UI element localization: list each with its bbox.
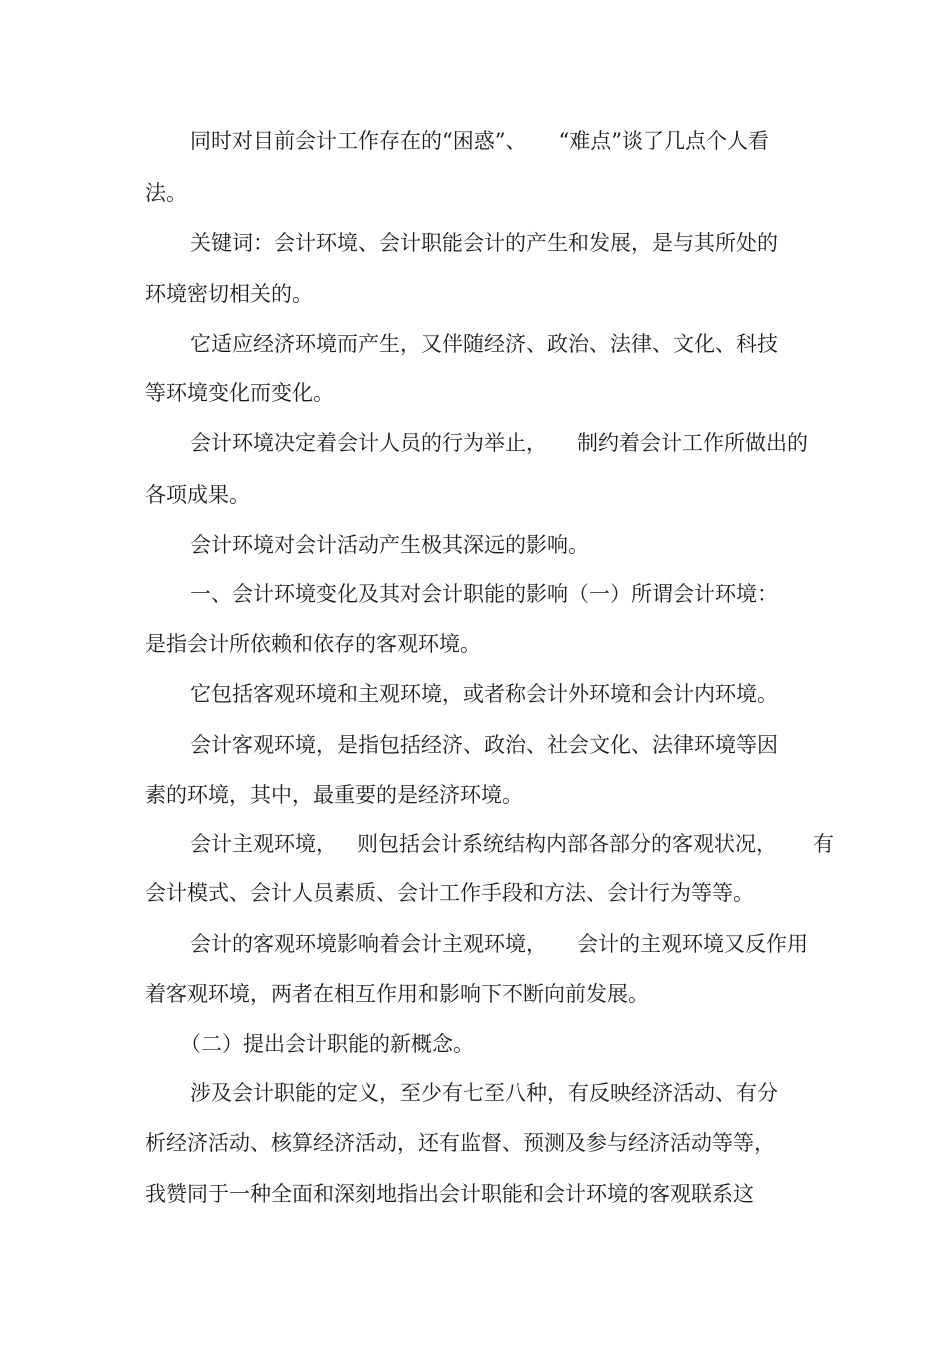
text-segment: 会计的客观环境影响着会计主观环境，	[190, 932, 547, 956]
text-segment: 则包括会计系统结构内部各部分的客观状况，	[357, 832, 777, 856]
text-segment: 涉及会计职能的定义，至少有七至八种，有反映经济活动、有分	[190, 1081, 778, 1105]
text-segment: 析经济活动、核算经济活动，还有监督、预测及参与经济活动等等，	[145, 1131, 775, 1155]
text-segment: 会计环境决定着会计人员的行为举止，	[190, 431, 547, 455]
text-segment: 同时对目前会计工作存在的“困惑”、	[190, 129, 527, 153]
text-segment: 会计客观环境，是指包括经济、政治、社会文化、法律环境等因	[190, 733, 778, 757]
text-segment: 着客观环境，两者在相互作用和影响下不断向前发展。	[145, 982, 649, 1006]
paragraph-line	[145, 1180, 754, 1208]
text-segment: 它包括客观环境和主观环境，或者称会计外环境和会计内环境。	[190, 682, 778, 706]
text-segment: 素的环境，其中，最重要的是经济环境。	[145, 783, 523, 807]
paragraph-line	[190, 680, 778, 708]
paragraph-line	[190, 330, 778, 358]
text-segment: 有	[813, 832, 834, 856]
paragraph-line	[190, 830, 834, 858]
paragraph-line	[145, 280, 313, 308]
paragraph-line	[145, 879, 754, 907]
text-segment: 环境密切相关的。	[145, 282, 313, 306]
text-segment: 各项成果。	[145, 483, 250, 507]
text-segment: 一、会计环境变化及其对会计职能的影响（一）所谓会计环境：	[190, 582, 778, 606]
text-segment: 我赞同于一种全面和深刻地指出会计职能和会计环境的客观联系这	[145, 1182, 754, 1206]
paragraph-line	[190, 580, 778, 608]
paragraph-line	[145, 179, 187, 207]
text-segment: 关键词：会计环境、会计职能会计的产生和发展，是与其所处的	[190, 231, 778, 255]
text-segment: 法。	[145, 181, 187, 205]
text-segment: （二）提出会计职能的新概念。	[180, 1032, 474, 1056]
paragraph-line	[190, 1079, 778, 1107]
paragraph-line	[190, 429, 808, 457]
text-segment: 会计的主观环境又反作用	[577, 932, 808, 956]
paragraph-line	[145, 781, 523, 809]
text-segment: “难点”谈了几点个人看	[558, 129, 769, 153]
paragraph-line	[145, 481, 250, 509]
paragraph-line	[145, 980, 649, 1008]
paragraph-line	[190, 731, 778, 759]
paragraph-line	[145, 1129, 775, 1157]
paragraph-line	[145, 630, 481, 658]
text-segment: 它适应经济环境而产生，又伴随经济、政治、法律、文化、科技	[190, 332, 778, 356]
paragraph-line	[190, 531, 589, 559]
paragraph-line	[190, 229, 778, 257]
text-segment: 是指会计所依赖和依存的客观环境。	[145, 632, 481, 656]
text-segment: 会计主观环境，	[190, 832, 337, 856]
paragraph-line	[190, 930, 808, 958]
text-segment: 制约着会计工作所做出的	[577, 431, 808, 455]
paragraph-line	[145, 379, 334, 407]
section-heading	[180, 1030, 474, 1058]
paragraph-line	[190, 127, 769, 155]
text-segment: 会计环境对会计活动产生极其深远的影响。	[190, 533, 589, 557]
text-segment: 会计模式、会计人员素质、会计工作手段和方法、会计行为等等。	[145, 881, 754, 905]
text-segment: 等环境变化而变化。	[145, 381, 334, 405]
